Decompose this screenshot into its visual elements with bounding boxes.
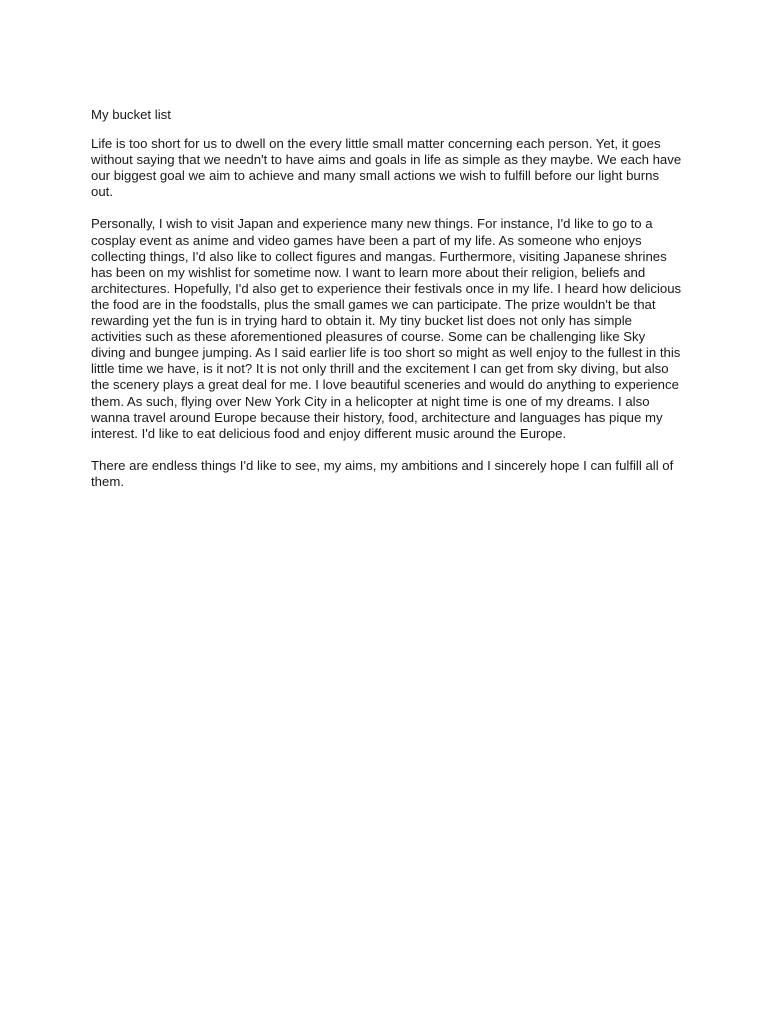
paragraph-conclusion: There are endless things I'd like to see, my aims, my ambitions and I sincerely hope I can fulfill all of them.: [91, 457, 674, 489]
paragraph-intro: Life is too short for us to dwell on the every little small matter concerning each person. Yet, it goes without saying that we needn't to have aims and goals in life as simple as they maybe. We each have our biggest goal we aim to achieve and many small actions we wish to fulfill before our light burns out.: [91, 136, 682, 200]
document-title: My bucket list: [91, 107, 171, 122]
paragraph-main: Personally, I wish to visit Japan and experience many new things. For instance, I'd like to go to a cosplay event as anime and video games have been a part of my life. As someone who enjoys collecting things, I'd also like to collect figures and mangas. Furthermore, visiting Japanese shrines has been on my wishlist for sometime now. I want to learn more about their religion, beliefs and architectures. Hopefully, I'd also get to experience their festivals once in my life. I heard how delicious the food are in the foodstalls, plus the small games we can participate. The prize wouldn't be that rewarding yet the fun is in trying hard to obtain it. My tiny bucket list does not only has simple activities such as these aforementioned pleasures of course. Some can be challenging like Sky diving and bungee jumping. As I said earlier life is too short so might as well enjoy to the fullest in this little time we have, is it not? It is not only thrill and the excitement I can get from sky diving, but also the scenery plays a great deal for me. I love beautiful sceneries and would do anything to experience them. As such, flying over New York City in a helicopter at night time is one of my dreams. I also wanna travel around Europe because their history, food, architecture and languages has pique my interest. I'd like to eat delicious food and enjoy different music around the Europe.: [91, 216, 682, 441]
document-body: [91, 107, 683, 506]
